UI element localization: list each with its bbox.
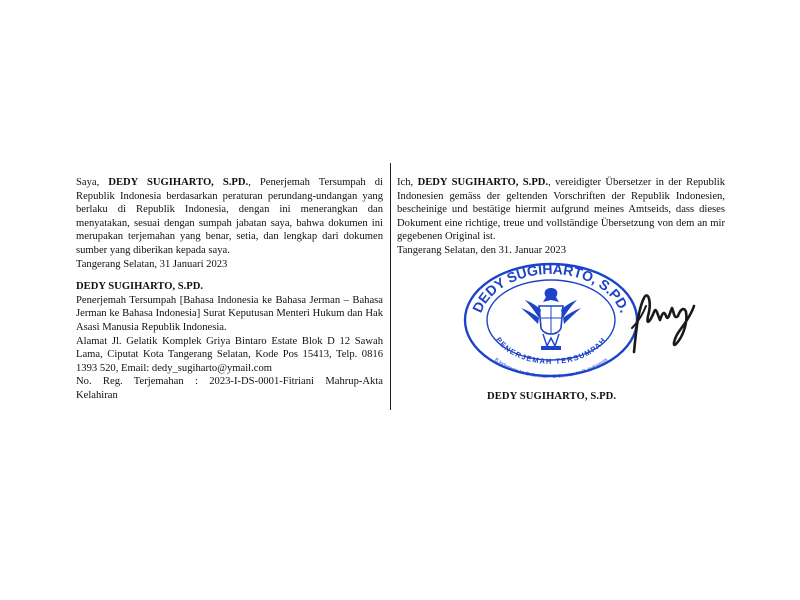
translator-name bbox=[76, 280, 383, 294]
handwritten-signature bbox=[628, 282, 698, 358]
stamp-top-text: DEDY SUGIHARTO, S.PD. bbox=[468, 262, 634, 315]
german-place-date: Tangerang Selatan, den 31. Januar 2023 bbox=[397, 244, 566, 256]
german-declaration bbox=[397, 176, 725, 244]
translator-name-text: DEDY SUGIHARTO, S.PD. bbox=[76, 281, 204, 293]
declaration-translator-name: DEDY SUGIHARTO, S.PD. bbox=[108, 177, 249, 188]
declaration-text: , Penerjemah Tersumpah di Republik Indonesia berdasarkan peraturan perundang-undangan yang berlaku di Republik Indonesia, dengan ini menerangkan dan menyatakan, sesuai dengan sumpah jabatan saya, bahwa dokumen ini merupakan terjemahan yang benar, setia, dan lengkap dari dokumen sumber yang diberikan kepada saya. bbox=[76, 177, 383, 256]
garuda-emblem-icon bbox=[521, 288, 581, 350]
stamp-bottom-text: B.Indonesia ke B. Jerman - B. Jerman ke B. Indonesia bbox=[493, 356, 609, 378]
indonesian-declaration bbox=[76, 176, 383, 258]
german-declaration-intro: Ich, bbox=[397, 177, 418, 188]
stamp-middle-text: PENERJEMAH TERSUMPAH bbox=[494, 335, 608, 367]
indonesian-place-date: Tangerang Selatan, 31 Januari 2023 bbox=[76, 258, 228, 270]
column-divider bbox=[390, 163, 391, 410]
translator-stamp bbox=[463, 262, 639, 378]
declaration-intro: Saya, bbox=[76, 177, 109, 188]
translator-role: Penerjemah Tersumpah [Bahasa Indonesia ke Bahasa Jerman – Bahasa Jerman ke Bahasa Indonesia] Surat Keputusan Menteri Hukum dan Hak Asasi Manusia Republik Indonesia. bbox=[76, 294, 383, 333]
german-declaration-text: , vereidigter Übersetzer in der Republik Indonesien gemäss der geltenden Vorschriften der Republik Indonesien, bescheinige und bestätige hiermit aufgrund meines Amtseids, dass dieses Dokument eine richtige, treue und vollständige Übersetzung von dem an mir gegebenen Original ist. bbox=[397, 177, 725, 243]
translation-reg-no: No. Reg. Terjemahan : 2023-I-DS-0001-Fitriani Mahrup-Akta Kelahiran bbox=[76, 376, 383, 401]
german-declaration-translator-name: DEDY SUGIHARTO, S.PD. bbox=[417, 177, 549, 188]
indonesian-statement-column bbox=[76, 176, 383, 403]
signer-name: DEDY SUGIHARTO, S.PD. bbox=[487, 391, 617, 402]
translator-address: Alamat Jl. Gelatik Komplek Griya Bintaro Estate Blok D 12 Sawah Lama, Ciputat Kota Tangerang Selatan, Kode Pos 15413, Telp. 0816 1393 520, Email: dedy_sugiharto@ymail.com bbox=[76, 335, 383, 374]
german-statement-column bbox=[397, 176, 725, 258]
